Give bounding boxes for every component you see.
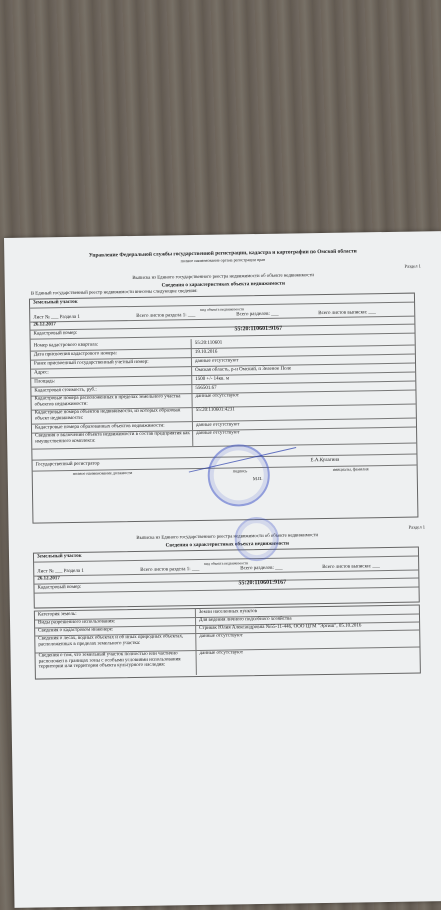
row-value: 55:20:110601:4231 [195,407,235,414]
sheet-number: Лист № ___ Раздела 1 [33,314,80,321]
object-caption: вид объекта недвижимости [200,307,245,312]
section-label: Раздел 1 [404,263,421,269]
row-label: Номер кадастрового квартала: [33,342,99,349]
extract-date: 26.12.2017 [33,322,56,328]
column-divider [191,393,192,407]
column-divider [192,407,193,421]
row-value: Стрикак Юлия Александровна №55-11-446, ООО ЦГМ "Эртиш", 05.10.2016 [199,623,362,631]
sheets-total: Всего листов выписки: ___ [322,564,380,571]
row-label: Сведения о том, что земельный участок полностью или частично расположен в границах зоны с особыми условиями использования территории или территории объекта культурного наследия: [38,651,181,670]
column-divider [191,339,192,348]
row-value: Омская область, р-н Омский, п Зеленое Поле [195,366,292,374]
row-value: данные отсутствуют [194,358,239,365]
column-divider [191,375,192,384]
sheet-number: Лист № ___ Раздела 1 [37,568,84,575]
column-divider [191,384,192,393]
row-label: Виды разрешенного использования: [38,619,116,626]
caption-position: полное наименование должности [72,470,133,476]
cadastral-label: Кадастровый номер: [37,584,82,591]
column-divider [195,617,196,625]
row-value: данные отсутствуют [196,430,240,437]
row-value: данные отсутствуют [195,393,240,400]
sections-total: Всего разделов: ___ [240,565,283,572]
registrar-position: Государственный регистратор [35,461,100,468]
row-value: 1500 +/- 14кв. м [195,376,230,383]
column-divider [192,421,193,430]
info-title-2: Сведения о характеристиках объекта недвижимости [165,540,290,549]
intro-text: В Единый государственный реестр недвижимости внесены следующие сведения: [30,288,198,297]
row-label: Сведения о лесах, водных объектах и об иных природных объектах, расположенных в пределах земельного участка: [38,634,184,648]
row-label: Площадь: [34,379,56,385]
column-divider [195,633,196,650]
row-label: Кадастровые номера объектов недвижимости, из которых образован объект недвижимости: [34,408,181,422]
column-divider [191,357,192,366]
row-value: Земли населенных пунктов [198,609,258,615]
row-label: Адрес: [34,370,49,376]
stamp-place-mp: М.П. [252,475,263,482]
object-type: Земельный участок [32,299,78,306]
caption-name: инициалы, фамилия [332,466,369,472]
sheets-in-section: Всего листов раздела 1: ___ [140,566,200,573]
row-label: Категория земель: [37,611,77,618]
agency-name: Управление Федеральной службы государственной регистрации, кадастра и картографии по Омской области [88,248,357,259]
sections-total: Всего разделов: ___ [236,311,279,318]
section-label-2: Раздел 1 [408,524,426,530]
registrar-name: Е.А.Кулагина [310,457,340,464]
column-divider [192,430,193,446]
characteristics-table-2-header [33,547,420,609]
extract-date: 26.12.2017 [37,576,60,582]
document-page [4,231,441,908]
extract-title-2: Выписка из Единого государственного реестра недвижимости об объекте недвижимости [136,533,319,541]
column-divider [191,366,192,375]
cadastral-label: Кадастровый номер: [33,330,78,337]
row-label: Сведения о включении объекта недвижимости в состав предприятия как имущественного комплекса: [35,431,190,445]
info-title: Сведения о характеристиках объекта недвижимости [161,280,285,289]
row-label: Сведения о кадастровом инженере: [38,627,114,634]
object-caption: вид объекта недвижимости [204,561,249,566]
column-divider [195,609,196,617]
row-label: Ранее присвоенный государственный учетный номер: [33,359,149,367]
row-value: Для ведения личного подсобного хозяйства [198,616,292,623]
row-value: данные отсутствуют [199,650,244,656]
row-label: Кадастровые номера расположенных в пределах земельного участка объектов недвижимости: [34,394,181,408]
row-value: 19.10.2016 [194,349,218,356]
cadastral-value: 55:20:110601:9167 [234,325,283,333]
extract-title: Выписка из Единого государственного реестра недвижимости об объекте недвижимости [132,273,314,281]
row-label: Кадастровые номера образованных объектов недвижимости: [34,423,165,431]
column-divider [191,348,192,357]
object-type: Земельный участок [36,553,82,560]
row-value: данные отсутствуют [195,422,240,429]
sheets-total: Всего листов выписки: ___ [318,310,376,317]
cadastral-value: 55:20:110601:9167 [238,579,287,587]
agency-caption: полное наименование органа регистрации прав [180,256,266,264]
row-value: данные отсутствуют [199,633,243,639]
row-label: Дата присвоения кадастрового номера: [33,351,118,358]
sheets-in-section: Всего листов раздела 1: ___ [136,313,196,319]
caption-signature: подпись [232,468,248,474]
column-divider [195,625,196,633]
table-row [36,647,420,678]
column-divider [195,650,196,675]
row-value: 556501.67 [195,385,217,392]
row-value: 55:20:110601 [194,340,223,347]
characteristics-table-2 [34,605,421,680]
row-label: Кадастровая стоимость, руб.: [34,387,97,394]
